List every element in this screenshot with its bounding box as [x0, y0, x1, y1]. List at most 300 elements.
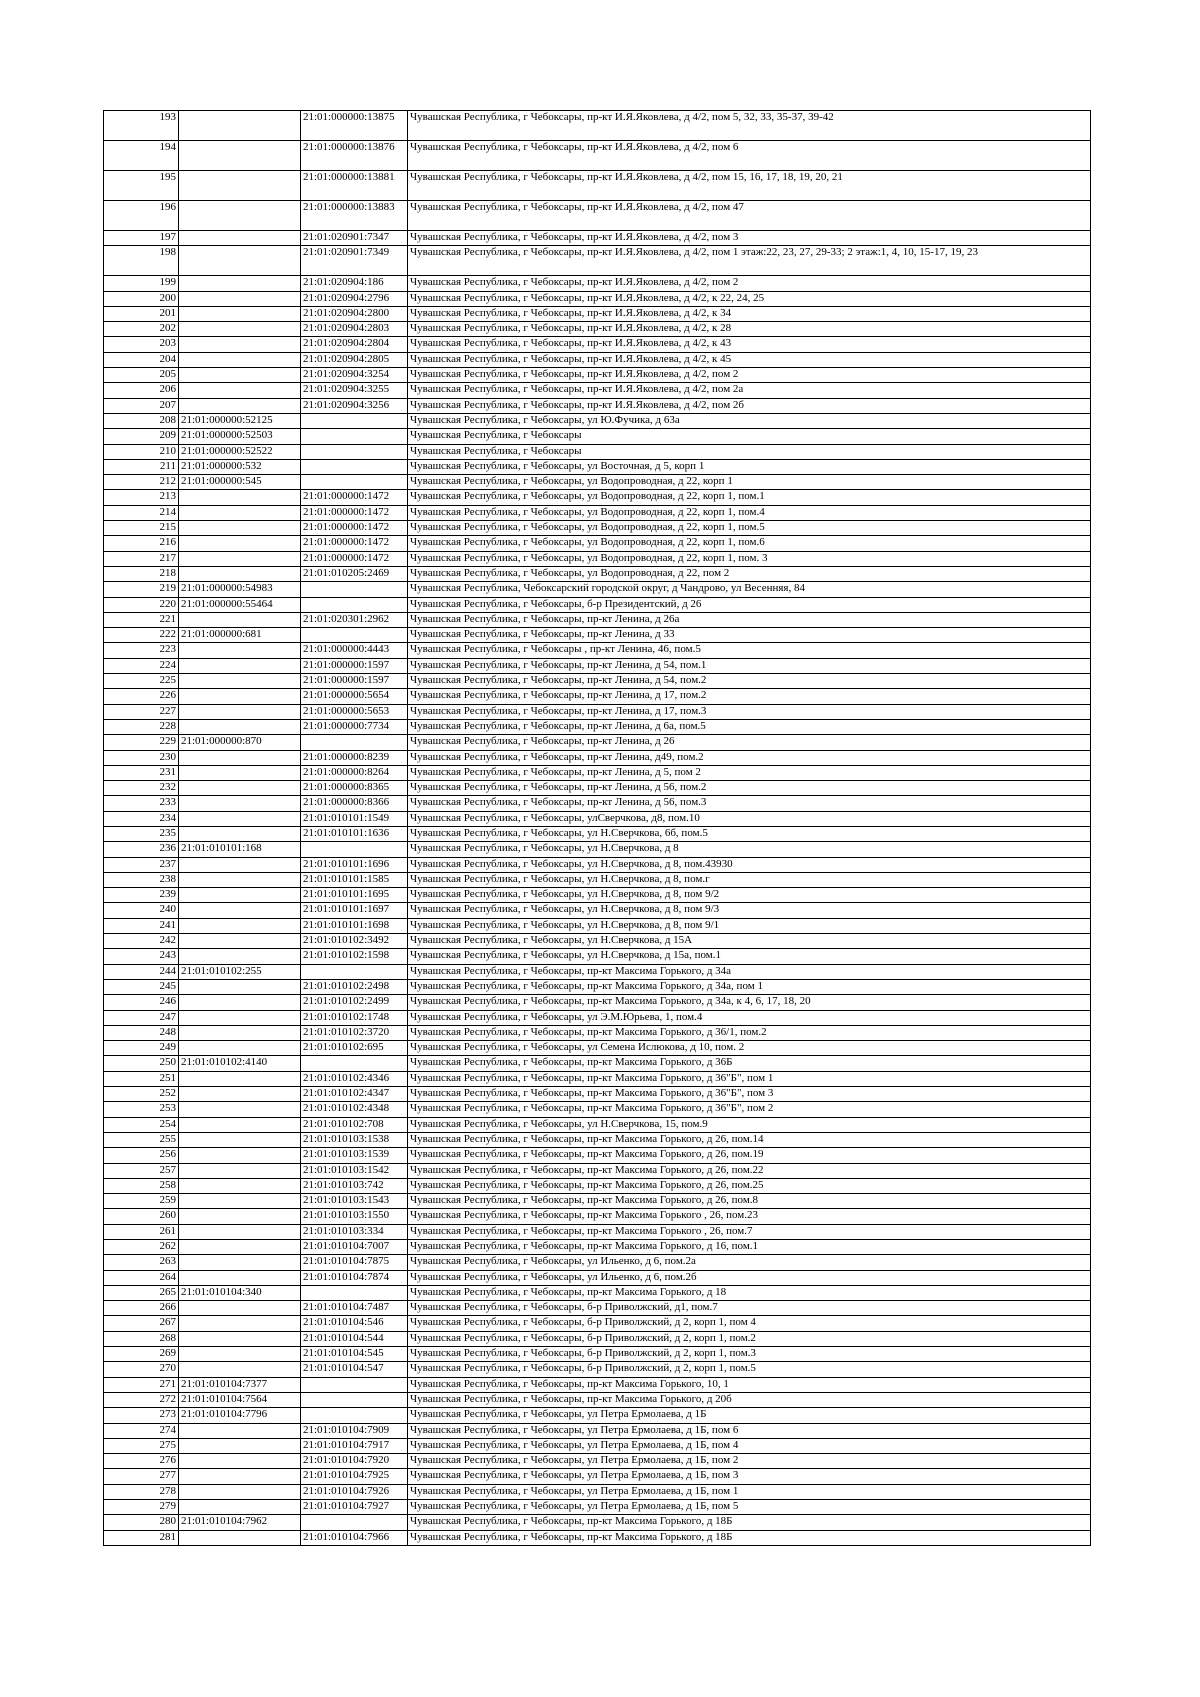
premises-cadastral-number-cell: 21:01:020904:3254	[301, 368, 408, 383]
premises-cadastral-number-cell: 21:01:010103:1539	[301, 1148, 408, 1163]
land-cadastral-number-cell	[179, 1194, 301, 1209]
address-cell: Чувашская Республика, г Чебоксары, пр-кт Максима Горького, 10, 1	[408, 1377, 1091, 1392]
address-cell: Чувашская Республика, г Чебоксары, б-р Приволжский, д 2, корп 1, пом 4	[408, 1316, 1091, 1331]
land-cadastral-number-cell	[179, 857, 301, 872]
address-cell: Чувашская Республика, г Чебоксары, пр-кт Ленина, д 17, пом.2	[408, 689, 1091, 704]
premises-cadastral-number-cell: 21:01:000000:13881	[301, 171, 408, 201]
row-number-cell: 217	[104, 551, 179, 566]
row-number-cell: 198	[104, 246, 179, 276]
address-cell: Чувашская Республика, г Чебоксары, ул Н.Сверчкова, д 8, пом.г	[408, 872, 1091, 887]
table-row	[104, 306, 1091, 321]
table-row	[104, 979, 1091, 994]
table-row	[104, 352, 1091, 367]
address-cell: Чувашская Республика, г Чебоксары, б-р Приволжский, д1, пом.7	[408, 1301, 1091, 1316]
address-cell: Чувашская Республика, г Чебоксары, пр-кт Максима Горького, д 18Б	[408, 1530, 1091, 1545]
address-cell: Чувашская Республика, г Чебоксары, пр-кт Ленина, д 33	[408, 628, 1091, 643]
table-row	[104, 1163, 1091, 1178]
land-cadastral-number-cell: 21:01:010104:7377	[179, 1377, 301, 1392]
land-cadastral-number-cell	[179, 1102, 301, 1117]
address-cell: Чувашская Республика, г Чебоксары, ул Н.Сверчкова, д 15а, пом.1	[408, 949, 1091, 964]
row-number-cell: 213	[104, 490, 179, 505]
land-cadastral-number-cell	[179, 643, 301, 658]
address-cell: Чувашская Республика, г Чебоксары, пр-кт И.Я.Яковлева, д 4/2, пом 15, 16, 17, 18, 19, 20, 21	[408, 171, 1091, 201]
row-number-cell: 197	[104, 231, 179, 246]
premises-cadastral-number-cell: 21:01:010103:334	[301, 1224, 408, 1239]
land-cadastral-number-cell	[179, 490, 301, 505]
table-row	[104, 934, 1091, 949]
land-cadastral-number-cell	[179, 536, 301, 551]
table-row	[104, 1209, 1091, 1224]
address-cell: Чувашская Республика, г Чебоксары, ул Восточная, д 5, корп 1	[408, 459, 1091, 474]
premises-cadastral-number-cell	[301, 842, 408, 857]
address-cell: Чувашская Республика, г Чебоксары, ул Н.Сверчкова, 6б, пом.5	[408, 826, 1091, 841]
land-cadastral-number-cell: 21:01:010102:4140	[179, 1056, 301, 1071]
land-cadastral-number-cell	[179, 796, 301, 811]
land-cadastral-number-cell	[179, 1178, 301, 1193]
address-cell: Чувашская Республика, г Чебоксары	[408, 444, 1091, 459]
land-cadastral-number-cell: 21:01:000000:52503	[179, 429, 301, 444]
row-number-cell: 200	[104, 291, 179, 306]
table-row	[104, 1454, 1091, 1469]
address-cell: Чувашская Республика, г Чебоксары, ул Ильенко, д 6, пом.2а	[408, 1255, 1091, 1270]
address-cell: Чувашская Республика, г Чебоксары, пр-кт Максима Горького, д 18	[408, 1285, 1091, 1300]
row-number-cell: 276	[104, 1454, 179, 1469]
premises-cadastral-number-cell: 21:01:010102:2499	[301, 995, 408, 1010]
property-table-body	[104, 111, 1091, 1546]
row-number-cell: 237	[104, 857, 179, 872]
premises-cadastral-number-cell: 21:01:010104:546	[301, 1316, 408, 1331]
address-cell: Чувашская Республика, г Чебоксары, ул Э.М.Юрьева, 1, пом.4	[408, 1010, 1091, 1025]
land-cadastral-number-cell	[179, 1331, 301, 1346]
table-row	[104, 842, 1091, 857]
address-cell: Чувашская Республика, г Чебоксары, ул Петра Ермолаева, д 1Б, пом 3	[408, 1469, 1091, 1484]
table-row	[104, 888, 1091, 903]
premises-cadastral-number-cell: 21:01:010102:3720	[301, 1025, 408, 1040]
table-row	[104, 872, 1091, 887]
land-cadastral-number-cell: 21:01:000000:52522	[179, 444, 301, 459]
land-cadastral-number-cell	[179, 111, 301, 141]
row-number-cell: 234	[104, 811, 179, 826]
premises-cadastral-number-cell: 21:01:010104:544	[301, 1331, 408, 1346]
land-cadastral-number-cell	[179, 1025, 301, 1040]
address-cell: Чувашская Республика, г Чебоксары, ул Петра Ермолаева, д 1Б, пом 1	[408, 1484, 1091, 1499]
land-cadastral-number-cell	[179, 566, 301, 581]
address-cell: Чувашская Республика, г Чебоксары, пр-кт Ленина, д 56, пом.3	[408, 796, 1091, 811]
premises-cadastral-number-cell: 21:01:000000:1472	[301, 505, 408, 520]
premises-cadastral-number-cell: 21:01:010104:7926	[301, 1484, 408, 1499]
premises-cadastral-number-cell: 21:01:010103:742	[301, 1178, 408, 1193]
table-row	[104, 201, 1091, 231]
land-cadastral-number-cell	[179, 658, 301, 673]
address-cell: Чувашская Республика, г Чебоксары, ул Петра Ермолаева, д 1Б	[408, 1408, 1091, 1423]
premises-cadastral-number-cell	[301, 735, 408, 750]
address-cell: Чувашская Республика, г Чебоксары, пр-кт Максима Горького, д 20б	[408, 1392, 1091, 1407]
table-row	[104, 1087, 1091, 1102]
row-number-cell: 262	[104, 1240, 179, 1255]
premises-cadastral-number-cell: 21:01:020904:2803	[301, 322, 408, 337]
address-cell: Чувашская Республика, г Чебоксары, ул Петра Ермолаева, д 1Б, пом 6	[408, 1423, 1091, 1438]
row-number-cell: 208	[104, 413, 179, 428]
row-number-cell: 259	[104, 1194, 179, 1209]
table-row	[104, 231, 1091, 246]
row-number-cell: 279	[104, 1500, 179, 1515]
land-cadastral-number-cell	[179, 689, 301, 704]
address-cell: Чувашская Республика, г Чебоксары, пр-кт Максима Горького, д 36"Б", пом 3	[408, 1087, 1091, 1102]
land-cadastral-number-cell: 21:01:000000:870	[179, 735, 301, 750]
row-number-cell: 280	[104, 1515, 179, 1530]
land-cadastral-number-cell	[179, 1148, 301, 1163]
address-cell: Чувашская Республика, г Чебоксары, пр-кт И.Я.Яковлева, д 4/2, пом 1 этаж:22, 23, 27, 29-33; 2 этаж:1, 4, 10, 15-17, 19, 23	[408, 246, 1091, 276]
table-row	[104, 1423, 1091, 1438]
table-row	[104, 750, 1091, 765]
premises-cadastral-number-cell: 21:01:020904:3256	[301, 398, 408, 413]
row-number-cell: 216	[104, 536, 179, 551]
land-cadastral-number-cell	[179, 979, 301, 994]
land-cadastral-number-cell	[179, 1071, 301, 1086]
premises-cadastral-number-cell	[301, 413, 408, 428]
row-number-cell: 257	[104, 1163, 179, 1178]
premises-cadastral-number-cell: 21:01:010104:7874	[301, 1270, 408, 1285]
premises-cadastral-number-cell	[301, 1515, 408, 1530]
row-number-cell: 203	[104, 337, 179, 352]
address-cell: Чувашская Республика, г Чебоксары, пр-кт Максима Горького, д 36/1, пом.2	[408, 1025, 1091, 1040]
land-cadastral-number-cell	[179, 1224, 301, 1239]
premises-cadastral-number-cell: 21:01:000000:13883	[301, 201, 408, 231]
land-cadastral-number-cell	[179, 995, 301, 1010]
table-row	[104, 612, 1091, 627]
premises-cadastral-number-cell: 21:01:020904:2796	[301, 291, 408, 306]
address-cell: Чувашская Республика, г Чебоксары, пр-кт Максима Горького, д 18Б	[408, 1515, 1091, 1530]
address-cell: Чувашская Республика, г Чебоксары, ул Ю.Фучика, д 63а	[408, 413, 1091, 428]
premises-cadastral-number-cell	[301, 1408, 408, 1423]
table-row	[104, 735, 1091, 750]
land-cadastral-number-cell	[179, 750, 301, 765]
table-row	[104, 1132, 1091, 1147]
table-row	[104, 1362, 1091, 1377]
premises-cadastral-number-cell: 21:01:010103:1550	[301, 1209, 408, 1224]
table-row	[104, 566, 1091, 581]
row-number-cell: 251	[104, 1071, 179, 1086]
land-cadastral-number-cell	[179, 674, 301, 689]
row-number-cell: 270	[104, 1362, 179, 1377]
table-row	[104, 398, 1091, 413]
land-cadastral-number-cell	[179, 1484, 301, 1499]
land-cadastral-number-cell	[179, 918, 301, 933]
row-number-cell: 227	[104, 704, 179, 719]
premises-cadastral-number-cell: 21:01:010104:7007	[301, 1240, 408, 1255]
table-row	[104, 1240, 1091, 1255]
table-row	[104, 490, 1091, 505]
address-cell: Чувашская Республика, г Чебоксары, пр-кт Максима Горького, д 34а	[408, 964, 1091, 979]
premises-cadastral-number-cell: 21:01:010102:708	[301, 1117, 408, 1132]
address-cell: Чувашская Республика, г Чебоксары, ул Н.Сверчкова, д 8, пом 9/1	[408, 918, 1091, 933]
row-number-cell: 214	[104, 505, 179, 520]
premises-cadastral-number-cell: 21:01:020901:7347	[301, 231, 408, 246]
table-row	[104, 1316, 1091, 1331]
premises-cadastral-number-cell: 21:01:000000:8264	[301, 765, 408, 780]
premises-cadastral-number-cell: 21:01:000000:1597	[301, 658, 408, 673]
land-cadastral-number-cell: 21:01:010104:340	[179, 1285, 301, 1300]
table-row	[104, 171, 1091, 201]
address-cell: Чувашская Республика, г Чебоксары, ул Водопроводная, д 22, корп 1, пом.1	[408, 490, 1091, 505]
row-number-cell: 226	[104, 689, 179, 704]
land-cadastral-number-cell	[179, 1209, 301, 1224]
row-number-cell: 221	[104, 612, 179, 627]
address-cell: Чувашская Республика, г Чебоксары, пр-кт И.Я.Яковлева, д 4/2, пом 5, 32, 33, 35-37, 39-42	[408, 111, 1091, 141]
land-cadastral-number-cell	[179, 1163, 301, 1178]
row-number-cell: 240	[104, 903, 179, 918]
address-cell: Чувашская Республика, г Чебоксары, пр-кт Максима Горького, д 16, пом.1	[408, 1240, 1091, 1255]
row-number-cell: 239	[104, 888, 179, 903]
row-number-cell: 264	[104, 1270, 179, 1285]
address-cell: Чувашская Республика, Чебоксарский городской округ, д Чандрово, ул Весенняя, 84	[408, 582, 1091, 597]
address-cell: Чувашская Республика, г Чебоксары, ул Семена Ислюкова, д 10, пом. 2	[408, 1041, 1091, 1056]
row-number-cell: 236	[104, 842, 179, 857]
address-cell: Чувашская Республика, г Чебоксары, ул Водопроводная, д 22, корп 1, пом. 3	[408, 551, 1091, 566]
row-number-cell: 241	[104, 918, 179, 933]
land-cadastral-number-cell	[179, 1423, 301, 1438]
address-cell: Чувашская Республика, г Чебоксары, пр-кт Ленина, д 56, пом.2	[408, 781, 1091, 796]
land-cadastral-number-cell	[179, 1500, 301, 1515]
table-row	[104, 643, 1091, 658]
premises-cadastral-number-cell: 21:01:010102:2498	[301, 979, 408, 994]
address-cell: Чувашская Республика, г Чебоксары, пр-кт И.Я.Яковлева, д 4/2, к 43	[408, 337, 1091, 352]
address-cell: Чувашская Республика, г Чебоксары, пр-кт Максима Горького , 26, пом.23	[408, 1209, 1091, 1224]
row-number-cell: 242	[104, 934, 179, 949]
row-number-cell: 275	[104, 1438, 179, 1453]
address-cell: Чувашская Республика, г Чебоксары, пр-кт Ленина, д49, пом.2	[408, 750, 1091, 765]
table-row	[104, 658, 1091, 673]
address-cell: Чувашская Республика, г Чебоксары, пр-кт И.Я.Яковлева, д 4/2, пом 47	[408, 201, 1091, 231]
table-row	[104, 1530, 1091, 1545]
premises-cadastral-number-cell: 21:01:000000:1472	[301, 551, 408, 566]
premises-cadastral-number-cell: 21:01:000000:5654	[301, 689, 408, 704]
table-row	[104, 1484, 1091, 1499]
address-cell: Чувашская Республика, г Чебоксары, ул Н.Сверчкова, д 8, пом 9/2	[408, 888, 1091, 903]
table-row	[104, 368, 1091, 383]
table-row	[104, 276, 1091, 291]
premises-cadastral-number-cell: 21:01:000000:1597	[301, 674, 408, 689]
premises-cadastral-number-cell	[301, 459, 408, 474]
table-row	[104, 1270, 1091, 1285]
land-cadastral-number-cell	[179, 1132, 301, 1147]
land-cadastral-number-cell: 21:01:010104:7796	[179, 1408, 301, 1423]
address-cell: Чувашская Республика, г Чебоксары, ул Водопроводная, д 22, корп 1, пом.6	[408, 536, 1091, 551]
table-row	[104, 582, 1091, 597]
row-number-cell: 247	[104, 1010, 179, 1025]
row-number-cell: 209	[104, 429, 179, 444]
table-row	[104, 597, 1091, 612]
row-number-cell: 273	[104, 1408, 179, 1423]
premises-cadastral-number-cell: 21:01:010104:7920	[301, 1454, 408, 1469]
table-row	[104, 704, 1091, 719]
premises-cadastral-number-cell	[301, 444, 408, 459]
address-cell: Чувашская Республика, г Чебоксары, пр-кт Ленина, д 17, пом.3	[408, 704, 1091, 719]
premises-cadastral-number-cell: 21:01:010101:1697	[301, 903, 408, 918]
table-row	[104, 765, 1091, 780]
table-row	[104, 1285, 1091, 1300]
premises-cadastral-number-cell: 21:01:010104:7966	[301, 1530, 408, 1545]
table-row	[104, 475, 1091, 490]
table-row	[104, 1438, 1091, 1453]
land-cadastral-number-cell	[179, 826, 301, 841]
address-cell: Чувашская Республика, г Чебоксары, пр-кт Максима Горького, д 26, пом.14	[408, 1132, 1091, 1147]
row-number-cell: 248	[104, 1025, 179, 1040]
address-cell: Чувашская Республика, г Чебоксары, ул Н.Сверчкова, д 15А	[408, 934, 1091, 949]
table-row	[104, 1331, 1091, 1346]
row-number-cell: 225	[104, 674, 179, 689]
premises-cadastral-number-cell: 21:01:010103:1543	[301, 1194, 408, 1209]
address-cell: Чувашская Республика, г Чебоксары, ул Водопроводная, д 22, корп 1, пом.4	[408, 505, 1091, 520]
table-row	[104, 291, 1091, 306]
table-row	[104, 1347, 1091, 1362]
row-number-cell: 193	[104, 111, 179, 141]
premises-cadastral-number-cell	[301, 1377, 408, 1392]
address-cell: Чувашская Республика, г Чебоксары, ул Петра Ермолаева, д 1Б, пом 2	[408, 1454, 1091, 1469]
premises-cadastral-number-cell: 21:01:010104:7487	[301, 1301, 408, 1316]
premises-cadastral-number-cell: 21:01:000000:5653	[301, 704, 408, 719]
table-row	[104, 551, 1091, 566]
address-cell: Чувашская Республика, г Чебоксары	[408, 429, 1091, 444]
table-row	[104, 536, 1091, 551]
premises-cadastral-number-cell: 21:01:000000:1472	[301, 536, 408, 551]
land-cadastral-number-cell	[179, 1362, 301, 1377]
table-row	[104, 1469, 1091, 1484]
land-cadastral-number-cell	[179, 521, 301, 536]
table-row	[104, 322, 1091, 337]
table-row	[104, 1255, 1091, 1270]
row-number-cell: 224	[104, 658, 179, 673]
land-cadastral-number-cell	[179, 1438, 301, 1453]
land-cadastral-number-cell	[179, 1530, 301, 1545]
row-number-cell: 218	[104, 566, 179, 581]
row-number-cell: 222	[104, 628, 179, 643]
land-cadastral-number-cell	[179, 1087, 301, 1102]
address-cell: Чувашская Республика, г Чебоксары, пр-кт И.Я.Яковлева, д 4/2, пом 2	[408, 368, 1091, 383]
land-cadastral-number-cell: 21:01:010104:7564	[179, 1392, 301, 1407]
premises-cadastral-number-cell	[301, 628, 408, 643]
land-cadastral-number-cell	[179, 811, 301, 826]
premises-cadastral-number-cell: 21:01:010102:695	[301, 1041, 408, 1056]
premises-cadastral-number-cell: 21:01:010103:1538	[301, 1132, 408, 1147]
table-row	[104, 903, 1091, 918]
table-row	[104, 1010, 1091, 1025]
premises-cadastral-number-cell: 21:01:020301:2962	[301, 612, 408, 627]
row-number-cell: 252	[104, 1087, 179, 1102]
land-cadastral-number-cell	[179, 1117, 301, 1132]
address-cell: Чувашская Республика, г Чебоксары, пр-кт Ленина, д 26	[408, 735, 1091, 750]
address-cell: Чувашская Республика, г Чебоксары, пр-кт Ленина, д 54, пом.1	[408, 658, 1091, 673]
address-cell: Чувашская Республика, г Чебоксары, ул Н.Сверчкова, д 8, пом.43930	[408, 857, 1091, 872]
land-cadastral-number-cell	[179, 1301, 301, 1316]
row-number-cell: 204	[104, 352, 179, 367]
address-cell: Чувашская Республика, г Чебоксары, пр-кт Максима Горького, д 26, пом.22	[408, 1163, 1091, 1178]
land-cadastral-number-cell: 21:01:000000:55464	[179, 597, 301, 612]
premises-cadastral-number-cell: 21:01:010103:1542	[301, 1163, 408, 1178]
land-cadastral-number-cell	[179, 872, 301, 887]
land-cadastral-number-cell	[179, 612, 301, 627]
table-row	[104, 1056, 1091, 1071]
land-cadastral-number-cell	[179, 352, 301, 367]
address-cell: Чувашская Республика, г Чебоксары, ул Водопроводная, д 22, корп 1, пом.5	[408, 521, 1091, 536]
premises-cadastral-number-cell: 21:01:010104:7927	[301, 1500, 408, 1515]
land-cadastral-number-cell	[179, 171, 301, 201]
row-number-cell: 263	[104, 1255, 179, 1270]
address-cell: Чувашская Республика, г Чебоксары, ул Водопроводная, д 22, корп 1	[408, 475, 1091, 490]
table-row	[104, 1500, 1091, 1515]
table-row	[104, 1102, 1091, 1117]
table-row	[104, 459, 1091, 474]
row-number-cell: 196	[104, 201, 179, 231]
row-number-cell: 199	[104, 276, 179, 291]
land-cadastral-number-cell: 21:01:010102:255	[179, 964, 301, 979]
premises-cadastral-number-cell	[301, 1285, 408, 1300]
premises-cadastral-number-cell	[301, 1392, 408, 1407]
premises-cadastral-number-cell: 21:01:000000:13876	[301, 141, 408, 171]
premises-cadastral-number-cell: 21:01:010104:7875	[301, 1255, 408, 1270]
address-cell: Чувашская Республика, г Чебоксары, пр-кт И.Я.Яковлева, д 4/2, к 34	[408, 306, 1091, 321]
premises-cadastral-number-cell: 21:01:010101:1585	[301, 872, 408, 887]
premises-cadastral-number-cell: 21:01:010104:545	[301, 1347, 408, 1362]
address-cell: Чувашская Республика, г Чебоксары, ул Н.Сверчкова, д 8, пом 9/3	[408, 903, 1091, 918]
premises-cadastral-number-cell: 21:01:020904:2800	[301, 306, 408, 321]
row-number-cell: 233	[104, 796, 179, 811]
row-number-cell: 230	[104, 750, 179, 765]
table-row	[104, 628, 1091, 643]
premises-cadastral-number-cell: 21:01:010101:1696	[301, 857, 408, 872]
land-cadastral-number-cell	[179, 1255, 301, 1270]
land-cadastral-number-cell	[179, 765, 301, 780]
address-cell: Чувашская Республика, г Чебоксары, пр-кт Максима Горького , 26, пом.7	[408, 1224, 1091, 1239]
table-row	[104, 826, 1091, 841]
row-number-cell: 267	[104, 1316, 179, 1331]
table-row	[104, 1224, 1091, 1239]
row-number-cell: 266	[104, 1301, 179, 1316]
land-cadastral-number-cell	[179, 903, 301, 918]
row-number-cell: 244	[104, 964, 179, 979]
row-number-cell: 238	[104, 872, 179, 887]
table-row	[104, 1041, 1091, 1056]
land-cadastral-number-cell: 21:01:000000:532	[179, 459, 301, 474]
row-number-cell: 219	[104, 582, 179, 597]
premises-cadastral-number-cell: 21:01:000000:8239	[301, 750, 408, 765]
table-row	[104, 1377, 1091, 1392]
address-cell: Чувашская Республика, г Чебоксары, б-р Приволжский, д 2, корп 1, пом.2	[408, 1331, 1091, 1346]
row-number-cell: 220	[104, 597, 179, 612]
premises-cadastral-number-cell: 21:01:000000:1472	[301, 490, 408, 505]
land-cadastral-number-cell: 21:01:000000:545	[179, 475, 301, 490]
address-cell: Чувашская Республика, г Чебоксары, пр-кт Ленина, д 5, пом 2	[408, 765, 1091, 780]
land-cadastral-number-cell: 21:01:010104:7962	[179, 1515, 301, 1530]
premises-cadastral-number-cell: 21:01:000000:7734	[301, 719, 408, 734]
row-number-cell: 249	[104, 1041, 179, 1056]
row-number-cell: 235	[104, 826, 179, 841]
address-cell: Чувашская Республика, г Чебоксары, пр-кт И.Я.Яковлева, д 4/2, пом 2б	[408, 398, 1091, 413]
row-number-cell: 207	[104, 398, 179, 413]
table-row	[104, 444, 1091, 459]
premises-cadastral-number-cell: 21:01:010205:2469	[301, 566, 408, 581]
address-cell: Чувашская Республика, г Чебоксары, б-р Приволжский, д 2, корп 1, пом.5	[408, 1362, 1091, 1377]
land-cadastral-number-cell	[179, 1454, 301, 1469]
premises-cadastral-number-cell: 21:01:010101:1549	[301, 811, 408, 826]
row-number-cell: 243	[104, 949, 179, 964]
land-cadastral-number-cell	[179, 201, 301, 231]
premises-cadastral-number-cell: 21:01:010102:4348	[301, 1102, 408, 1117]
row-number-cell: 201	[104, 306, 179, 321]
premises-cadastral-number-cell	[301, 1056, 408, 1071]
land-cadastral-number-cell	[179, 949, 301, 964]
premises-cadastral-number-cell	[301, 475, 408, 490]
